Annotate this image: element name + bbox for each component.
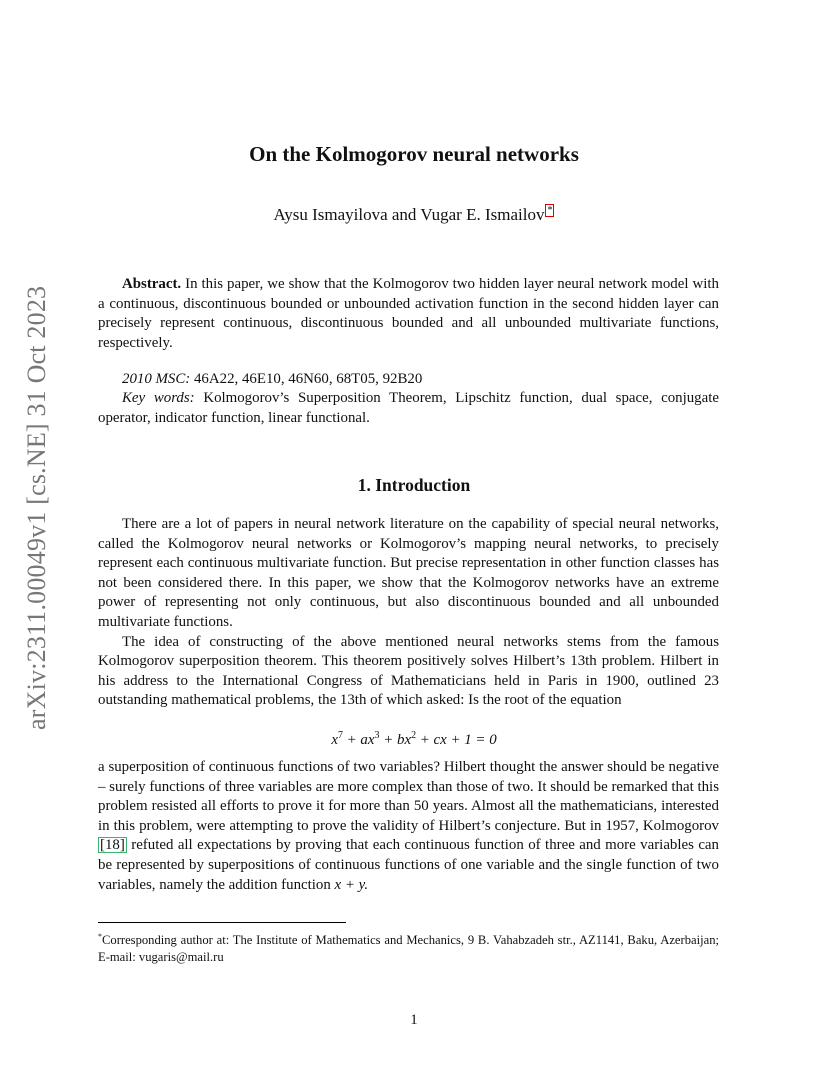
footnote-mark: * xyxy=(98,932,102,941)
keywords-text: Kolmogorov’s Superposition Theorem, Lipschitz function, dual space, conjugate operator, indicator function, linear functional. xyxy=(98,390,719,426)
keywords xyxy=(98,389,719,428)
footnote xyxy=(98,928,719,966)
abstract-text: In this paper, we show that the Kolmogorov two hidden layer neural network model with a continuous, discontinuous bounded or unbounded activation function in the second hidden layer can precisely represent continuous, discontinuous bounded and all unbounded multivariate functions, respectively. xyxy=(98,276,719,351)
msc-codes: 46A22, 46E10, 46N60, 68T05, 92B20 xyxy=(193,371,423,387)
intro-paragraph-2: The idea of constructing of the above mentioned neural networks stems from the famous Kolmogorov superposition theorem. This theorem positively solves Hilbert’s 13th problem. Hilbert in his address to the International Congress of Mathematicians held in Paris in 1900, outlined 23 outstanding mathematical problems, the 13th of which asked: Is the root of the equation xyxy=(98,633,719,709)
keywords-label: Key words: xyxy=(122,390,195,406)
abstract-label: Abstract. xyxy=(122,276,182,292)
intro-body xyxy=(98,515,719,711)
msc-label: 2010 MSC: xyxy=(122,371,191,387)
footnote-divider xyxy=(98,922,346,923)
intro-paragraph-1: There are a lot of papers in neural network literature on the capability of special neural networks, called the Kolmogorov neural networks or Kolmogorov’s mapping neural networks, to precisely represent each continuous multivariate function. But precise representation in other function classes has not been considered there. In this paper, we show that the Kolmogorov networks have an extreme power of representing not only continuous, but also discontinuous bounded and all unbounded multivariate functions. xyxy=(98,516,719,630)
footnote-text: Corresponding author at: The Institute of Mathematics and Mechanics, 9 B. Vahabzadeh str., AZ1141, Baku, Azerbaijan; E-mail: vugaris@mail.ru xyxy=(98,933,719,965)
abstract xyxy=(98,275,719,353)
page-number: 1 xyxy=(410,1012,418,1028)
citation-link[interactable]: [18] xyxy=(100,837,125,854)
paper-title: On the Kolmogorov neural networks xyxy=(249,142,579,166)
msc-line xyxy=(98,370,719,390)
intro-paragraph-3: a superposition of continuous functions of two variables? Hilbert thought the answer should be negative – surely functions of three variables are more complex than those of two. It should be remarked that this problem resisted all efforts to prove it for more than 50 years. Almost all the mathematicians, interested in this problem, were attempting to prove the validity of Hilbert’s conjecture. But in 1957, Kolmogorov [18] refuted all expectations by proving that each continuous function of three and more variables can be represented by superpositions of continuous functions of one variable and the single function of two variables, namely the addition function x + y. xyxy=(98,759,719,893)
author-names: Aysu Ismayilova and Vugar E. Ismailov xyxy=(273,205,545,224)
author-line xyxy=(0,204,828,225)
equation: $x^7 + ax^3 + bx^2$ + cx + 1 = 0 xyxy=(331,730,497,748)
arxiv-identifier-stamp: arXiv:2311.00049v1 [cs.NE] 31 Oct 2023 xyxy=(22,285,51,730)
section-heading: 1. Introduction xyxy=(357,475,471,495)
author-footnote-link[interactable]: * xyxy=(547,205,553,216)
